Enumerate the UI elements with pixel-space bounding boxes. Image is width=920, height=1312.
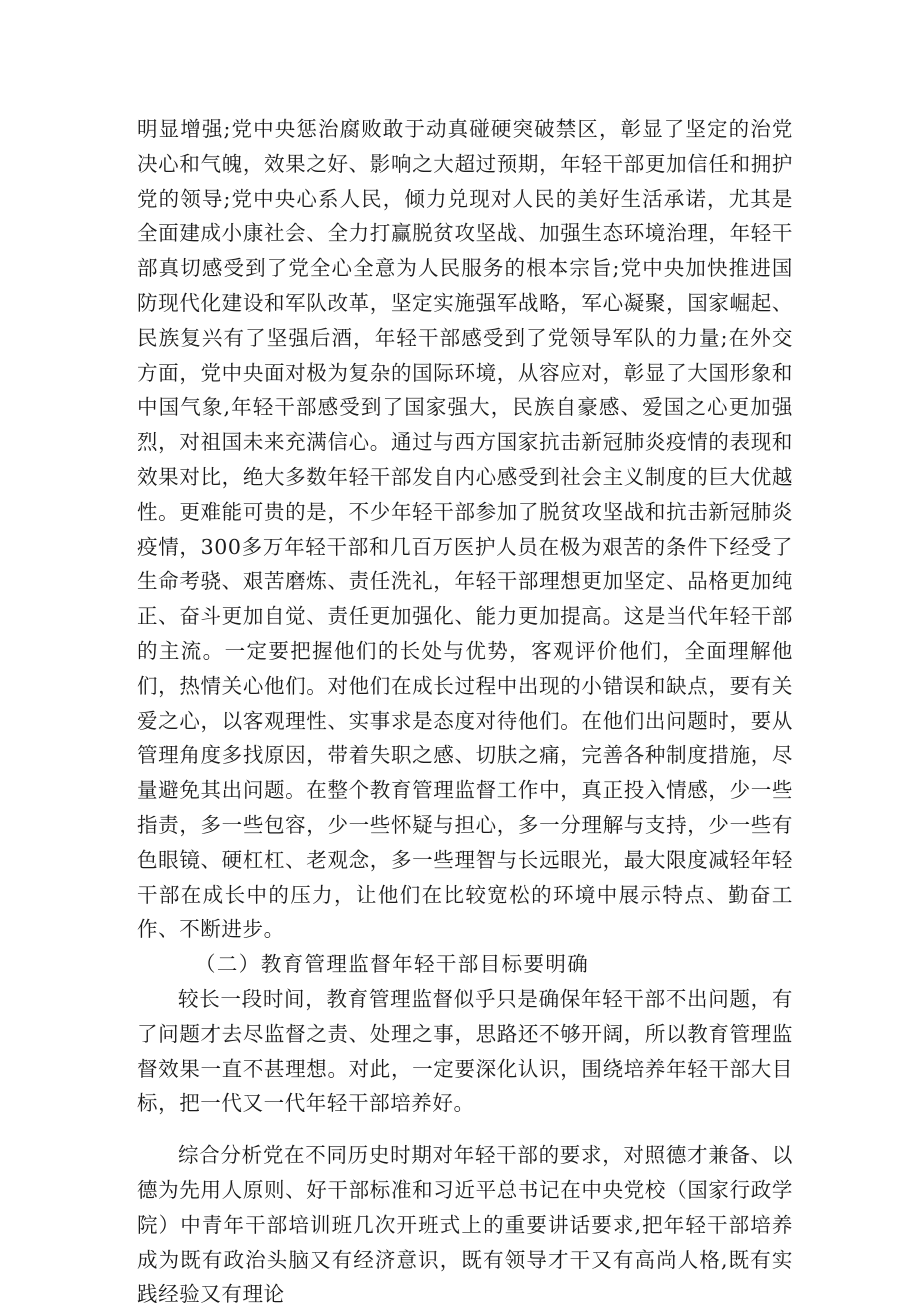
paragraph-2: 较长一段时间，教育管理监督似乎只是确保年轻干部不出问题，有了问题才去尽监督之责、处理之事，思路还不够开阔，所以教育管理监督效果一直不甚理想。对此，一定要深化认识，围绕培养年轻干部大目标，把一代又一代年轻干部培养好。 bbox=[137, 986, 793, 1116]
paragraph-1: 明显增强;党中央惩治腐败敢于动真碰硬突破禁区，彰显了坚定的治党决心和气魄，效果之好、影响之大超过预期，年轻干部更加信任和拥护党的领导;党中央心系人民，倾力兑现对人民的美好生活承诺，尤其是全面建成小康社会、全力打赢脱贫攻坚战、加强生态环境治理，年轻干部真切感受到了党全心全意为人民服务的根本宗旨;党中央加快推进国防现代化建设和军队改革，坚定实施强军战略，军心凝聚，国家崛起、民族复兴有了坚强后酒，年轻干部感受到了党领导军队的力量;在外交方面，党中央面对极为复杂的国际环境，从容应对，彰显了大国形象和中国气象,年轻干部感受到了国家强大，民族自豪感、爱国之心更加强烈，对祖国未来充满信心。通过与西方国家抗击新冠肺炎疫情的表现和效果对比，绝大多数年轻干部发自内心感受到社会主义制度的巨大优越性。更难能可贵的是，不少年轻干部参加了脱贫攻坚战和抗击新冠肺炎疫情，300多万年轻干部和几百万医护人员在极为艰苦的条件下经受了生命考骁、艰苦磨炼、责任洗礼，年轻干部理想更加坚定、品格更加纯正、奋斗更加自觉、责任更加强化、能力更加提高。这是当代年轻干部的主流。一定要把握他们的长处与优势，客观评价他们，全面理解他们，热情关心他们。对他们在成长过程中出现的小错误和缺点，要有关爱之心，以客观理性、实事求是态度对待他们。在他们出问题时，要从管理角度多找原因，带着失职之感、切肤之痛，完善各种制度措施，尽量避免其出问题。在整个教育管理监督工作中，真正投入情感，少一些指责，多一些包容，少一些怀疑与担心，多一分理解与支持，少一些有色眼镜、硬杠杠、老观念，多一些理智与长远眼光，最大限度减轻年轻干部在成长中的压力，让他们在比较宽松的环境中展示特点、勤奋工作、不断进步。 bbox=[137, 117, 793, 942]
section-heading: （二）教育管理监督年轻干部目标要明确 bbox=[195, 952, 590, 977]
document-body bbox=[137, 112, 793, 1312]
paragraph-3: 综合分析党在不同历史时期对年轻干部的要求，对照德才兼备、以德为先用人原则、好干部标准和习近平总书记在中央党校（国家行政学院）中青年干部培训班几次开班式上的重要讲话要求,把年轻干部培养成为既有政治头脑又有经济意识，既有领导才干又有高尚人格,既有实践经验又有理论 bbox=[137, 1143, 793, 1307]
